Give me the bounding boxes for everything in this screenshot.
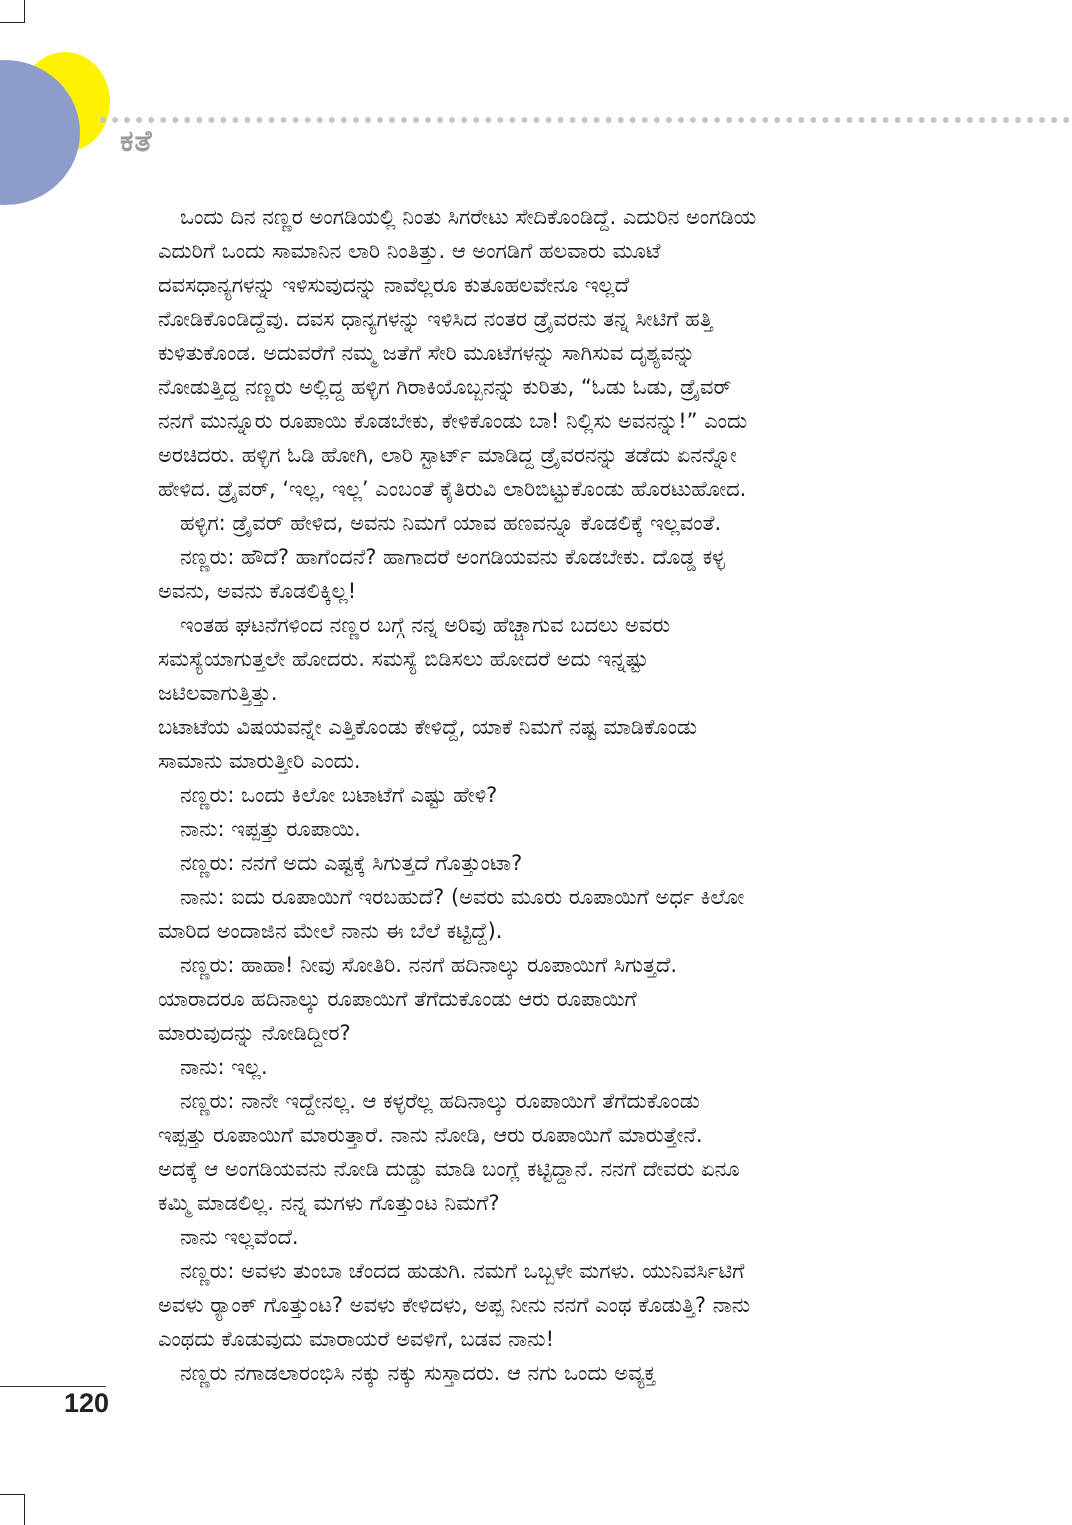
text-line: ದವಸಧಾನ್ಯಗಳನ್ನು ಇಳಿಸುವುದನ್ನು ನಾವೆಲ್ಲರೂ ಕುತೂಹಲವೇನೂ ಇಲ್ಲದೆ (158, 273, 629, 297)
footer-rule (0, 1386, 106, 1387)
text-line: ಅವನು, ಅವನು ಕೊಡಲಿಕ್ಕಿಲ್ಲ! (158, 579, 357, 603)
text-line: ಅರಚಿದರು. ಹಳ್ಳಿಗ ಓಡಿ ಹೋಗಿ, ಲಾರಿ ಸ್ಟಾರ್ಟ್ ಮಾಡಿದ್ದ ಡ್ರೈವರನನ್ನು ತಡೆದು ಏನನ್ನೋ (158, 443, 737, 467)
text-line: ಮಾರಿದ ಅಂದಾಜಿನ ಮೇಲೆ ನಾನು ಈ ಬೆಲೆ ಕಟ್ಟಿದ್ದೆ). (158, 919, 503, 943)
page-number: 120 (64, 1388, 110, 1418)
text-line: ಸಾಮಾನು ಮಾರುತ್ತೀರಿ ಎಂದು. (158, 749, 361, 773)
section-title: ಕತೆ (120, 124, 153, 159)
text-line: ಅದಕ್ಕೆ ಆ ಅಂಗಡಿಯವನು ನೋಡಿ ದುಡ್ಡು ಮಾಡಿ ಬಂಗ್ಲೆ ಕಟ್ಟಿದ್ದಾನೆ. ನನಗೆ ದೇವರು ಏನೂ (158, 1157, 740, 1181)
text-line: ಜಟಿಲವಾಗುತ್ತಿತ್ತು. (158, 681, 278, 705)
text-line: ಅವಳು ರ್‍ಯಾಂಕ್ ಗೊತ್ತುಂಟ? ಅವಳು ಕೇಳಿದಳು, ಅಪ್ಪ ನೀನು ನನಗೆ ಎಂಥ ಕೊಡುತ್ತಿ? ನಾನು (158, 1293, 751, 1317)
crop-mark-bottom-vertical (24, 1494, 25, 1525)
text-line: ಹಳ್ಳಿಗ: ಡ್ರೈವರ್ ಹೇಳಿದ, ಅವನು ನಿಮಗೆ ಯಾವ ಹಣವನ್ನೂ ಕೊಡಲಿಕ್ಕೆ ಇಲ್ಲವಂತೆ. (180, 511, 722, 535)
crop-mark-bottom-horizontal (0, 1494, 25, 1495)
text-line: ಹೇಳಿದ. ಡ್ರೈವರ್, ‘ಇಲ್ಲ, ಇಲ್ಲ’ ಎಂಬಂತೆ ಕೈತಿರುವಿ ಲಾರಿಬಿಟ್ಟುಕೊಂಡು ಹೊರಟುಹೋದ. (158, 477, 747, 501)
dotted-rule (100, 117, 1070, 123)
crop-mark-top-horizontal (0, 22, 25, 23)
text-line: ಬಟಾಟೆಯ ವಿಷಯವನ್ನೇ ಎತ್ತಿಕೊಂಡು ಕೇಳಿದ್ದೆ, ಯಾಕೆ ನಿಮಗೆ ನಷ್ಟ ಮಾಡಿಕೊಂಡು (158, 715, 698, 739)
text-line: ನಾನು ಇಲ್ಲವೆಂದೆ. (180, 1225, 299, 1249)
text-line: ಇಪ್ಪತ್ತು ರೂಪಾಯಿಗೆ ಮಾರುತ್ತಾರೆ. ನಾನು ನೋಡಿ, ಆರು ರೂಪಾಯಿಗೆ ಮಾರುತ್ತೇನೆ. (158, 1123, 703, 1147)
crop-mark-top-vertical (24, 0, 25, 22)
text-line: ಮಾರುವುದನ್ನು ನೋಡಿದ್ದೀರ? (158, 1021, 351, 1045)
text-line: ಕುಳಿತುಕೊಂಡ. ಅದುವರೆಗೆ ನಮ್ಮ ಜತೆಗೆ ಸೇರಿ ಮೂಟೆಗಳನ್ನು ಸಾಗಿಸುವ ದೃಶ್ಯವನ್ನು (158, 341, 696, 365)
text-line: ನನಗೆ ಮುನ್ನೂರು ರೂಪಾಯಿ ಕೊಡಬೇಕು, ಕೇಳಿಕೊಂಡು ಬಾ! ನಿಲ್ಲಿಸು ಅವನನ್ನು!” ಎಂದು (158, 409, 748, 433)
story-body (158, 200, 918, 1390)
text-line: ನಣ್ಣರು: ಒಂದು ಕಿಲೋ ಬಟಾಟೆಗೆ ಎಷ್ಟು ಹೇಳಿ? (180, 783, 498, 807)
text-line: ಸಮಸ್ಯೆಯಾಗುತ್ತಲೇ ಹೋದರು. ಸಮಸ್ಯೆ ಬಿಡಿಸಲು ಹೋದರೆ ಅದು ಇನ್ನಷ್ಟು (158, 647, 649, 671)
text-line: ಎದುರಿಗೆ ಒಂದು ಸಾಮಾನಿನ ಲಾರಿ ನಿಂತಿತ್ತು. ಆ ಅಂಗಡಿಗೆ ಹಲವಾರು ಮೂಟೆ (158, 239, 661, 263)
text-line: ನೋಡಿಕೊಂಡಿದ್ದೆವು. ದವಸ ಧಾನ್ಯಗಳನ್ನು ಇಳಿಸಿದ ನಂತರ ಡ್ರೈವರನು ತನ್ನ ಸೀಟಿಗೆ ಹತ್ತಿ (158, 307, 713, 331)
text-line: ಎಂಥದು ಕೊಡುವುದು ಮಾರಾಯರೆ ಅವಳಿಗೆ, ಬಡವ ನಾನು! (158, 1327, 554, 1351)
text-line: ನಣ್ಣರು: ಹಾಹಾ! ನೀವು ಸೋತಿರಿ. ನನಗೆ ಹದಿನಾಲ್ಕು ರೂಪಾಯಿಗೆ ಸಿಗುತ್ತದೆ. (180, 953, 677, 977)
text-line: ನಾನು: ಇಪ್ಪತ್ತು ರೂಪಾಯಿ. (180, 817, 361, 841)
text-line: ನಣ್ಣರು: ಅವಳು ತುಂಬಾ ಚೆಂದದ ಹುಡುಗಿ. ನಮಗೆ ಒಬ್ಬಳೇ ಮಗಳು. ಯುನಿವರ್ಸಿಟಿಗೆ (180, 1259, 745, 1283)
text-line: ನಣ್ಣರು: ಹೌದೆ? ಹಾಗೆಂದನೆ? ಹಾಗಾದರೆ ಅಂಗಡಿಯವನು ಕೊಡಬೇಕು. ದೊಡ್ಡ ಕಳ್ಳ (180, 545, 725, 569)
text-line: ಒಂದು ದಿನ ನಣ್ಣರ ಅಂಗಡಿಯಲ್ಲಿ ನಿಂತು ಸಿಗರೇಟು ಸೇದಿಕೊಂಡಿದ್ದೆ. ಎದುರಿನ ಅಂಗಡಿಯ (180, 205, 757, 229)
text-line: ನಣ್ಣರು: ನಾನೇ ಇದ್ದೇನಲ್ಲ. ಆ ಕಳ್ಳರೆಲ್ಲ ಹದಿನಾಲ್ಕು ರೂಪಾಯಿಗೆ ತೆಗೆದುಕೊಂಡು (180, 1089, 700, 1113)
text-line: ನಣ್ಣರು ನಗಾಡಲಾರಂಭಿಸಿ ನಕ್ಕು ನಕ್ಕು ಸುಸ್ತಾದರು. ಆ ನಗು ಒಂದು ಅವ್ಯಕ್ತ (180, 1361, 656, 1385)
text-line: ನಾನು: ಐದು ರೂಪಾಯಿಗೆ ಇರಬಹುದೆ? (ಅವರು ಮೂರು ರೂಪಾಯಿಗೆ ಅರ್ಧ ಕಿಲೋ (180, 885, 745, 909)
text-line: ನೋಡುತ್ತಿದ್ದ ನಣ್ಣರು ಅಲ್ಲಿದ್ದ ಹಳ್ಳಿಗ ಗಿರಾಕಿಯೊಬ್ಬನನ್ನು ಕುರಿತು, “ಓಡು ಓಡು, ಡ್ರೈವರ್ (158, 375, 732, 399)
text-line: ನಾನು: ಇಲ್ಲ. (180, 1055, 268, 1079)
text-line: ಇಂತಹ ಘಟನೆಗಳಿಂದ ನಣ್ಣರ ಬಗ್ಗೆ ನನ್ನ ಅರಿವು ಹೆಚ್ಚಾಗುವ ಬದಲು ಅವರು (180, 613, 671, 637)
text-line: ಕಮ್ಮಿ ಮಾಡಲಿಲ್ಲ. ನನ್ನ ಮಗಳು ಗೊತ್ತುಂಟ ನಿಮಗೆ? (158, 1191, 500, 1215)
text-line: ನಣ್ಣರು: ನನಗೆ ಅದು ಎಷ್ಟಕ್ಕೆ ಸಿಗುತ್ತದೆ ಗೊತ್ತುಂಟಾ? (180, 851, 523, 875)
text-line: ಯಾರಾದರೂ ಹದಿನಾಲ್ಕು ರೂಪಾಯಿಗೆ ತೆಗೆದುಕೊಂಡು ಆರು ರೂಪಾಯಿಗೆ (158, 987, 637, 1011)
